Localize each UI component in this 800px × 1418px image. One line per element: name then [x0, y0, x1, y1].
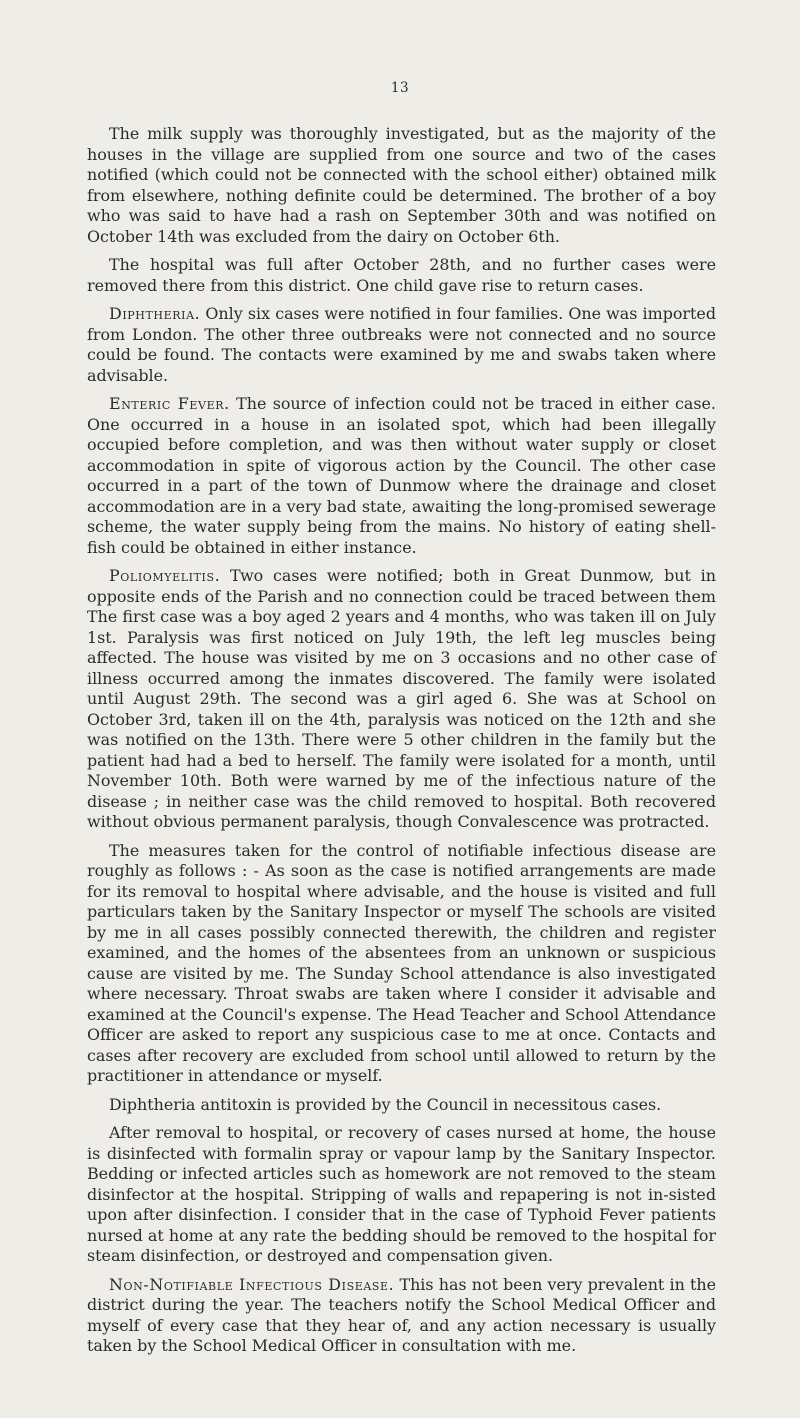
paragraph-antitoxin — [87, 1095, 716, 1116]
page-number: 13 — [390, 80, 410, 96]
paragraph-hospital — [87, 255, 716, 296]
paragraph-text: After removal to hospital, or recovery of cases nursed at home, the house is disinfected with formalin spray or vapour lamp by the Sanitary Inspector. Bedding or infected articles such as homework are not removed to the steam disinfector at the hospital. Stripping of walls and repapering is not in-sisted upon after disinfection. I consider that in the case of Typhoid Fever patients nursed at home at any rate the bedding should be removed to the hospital for steam disinfection, or destroyed and compensation given. — [87, 1123, 716, 1265]
paragraph-text: The measures taken for the control of notifiable infectious disease are roughly as follows : - As soon as the case is notified arrangements are made for its removal to hospital where advisable, and the house is visited and full particulars taken by the Sanitary Inspector or myself The schools are visited by me in all cases possibly connected therewith, the children and register examined, and the homes of the absentees from an unknown or suspicious cause are visited by me. The Sunday School attendance is also investigated where necessary. Throat swabs are taken where I consider it advisable and examined at the Council's expense. The Head Teacher and School Attendance Officer are asked to report any suspicious case to me at once. Contacts and cases after recovery are excluded from school until allowed to return by the practitioner in attendance or myself. — [87, 840, 716, 1085]
paragraph-milk-supply — [87, 124, 716, 247]
paragraph-text: The milk supply was thoroughly investigated, but as the majority of the houses in the village are supplied from one source and two of the cases notified (which could not be connected with the school either) obtained milk from elsewhere, nothing definite could be determined. The brother of a boy who was said to have had a rash on September 30th and was notified on October 14th was excluded from the dairy on October 6th. — [87, 124, 716, 246]
paragraph-text: This has not been very prevalent in the district during the year. The teachers notify the School Medical Officer and myself of every case that they hear of, and any action necessary is usually taken by the School Medical Officer in consultation with me. — [87, 1274, 716, 1355]
paragraph-text: Two cases were notified; both in Great Dunmow, but in opposite ends of the Parish and no connection could be traced between them The first case was a boy aged 2 years and 4 months, who was taken ill on July 1st. Paralysis was first noticed on July 19th, the left leg muscles being affected. The house was visited by me on 3 occasions and no other case of illness occurred among the inmates discovered. The family were isolated until August 29th. The second was a girl aged 6. She was at School on October 3rd, taken ill on the 4th, paralysis was noticed on the 12th and she was notified on the 13th. There were 5 other children in the family but the patient had had a bed to herself. The family were isolated for a month, until November 10th. Both were warned by me of the infectious nature of the disease ; in neither case was the child removed to hospital. Both recovered without obvious permanent paralysis, though Convalescence was protracted. — [87, 566, 716, 831]
paragraph-enteric-fever — [87, 394, 716, 558]
paragraph-text: Diphtheria antitoxin is provided by the Council in necessitous cases. — [109, 1094, 662, 1114]
paragraph-control-measures — [87, 841, 716, 1087]
paragraph-disinfection — [87, 1123, 716, 1267]
paragraph-text: The hospital was full after October 28th, and no further cases were removed there from this district. One child gave rise to return cases. — [87, 255, 716, 295]
paragraph-text: The source of infection could not be traced in either case. One occurred in a house in an isolated spot, which had been illegally occupied before completion, and was then without water supply or closet accommodation in spite of vigorous action by the Council. The other case occurred in a part of the town of Dunmow where the drainage and closet accommodation are in a very bad state, awaiting the long-promised sewerage scheme, the water supply being from the mains. No history of eating shell-fish could be obtained in either instance. — [87, 394, 716, 557]
paragraph-poliomyelitis — [87, 566, 716, 833]
section-heading: Enteric Fever. — [109, 394, 230, 413]
document-body — [87, 124, 716, 1365]
section-heading: Diphtheria. — [109, 304, 201, 323]
section-heading: Poliomyelitis. — [109, 566, 221, 585]
paragraph-diphtheria — [87, 304, 716, 386]
section-heading: Non-Notifiable Infectious Disease. — [109, 1274, 395, 1294]
paragraph-text: Only six cases were notified in four families. One was imported from London. The other three outbreaks were not connected and no source could be found. The contacts were examined by me and swabs taken where advisable. — [87, 304, 716, 385]
paragraph-non-notifiable — [87, 1275, 716, 1357]
